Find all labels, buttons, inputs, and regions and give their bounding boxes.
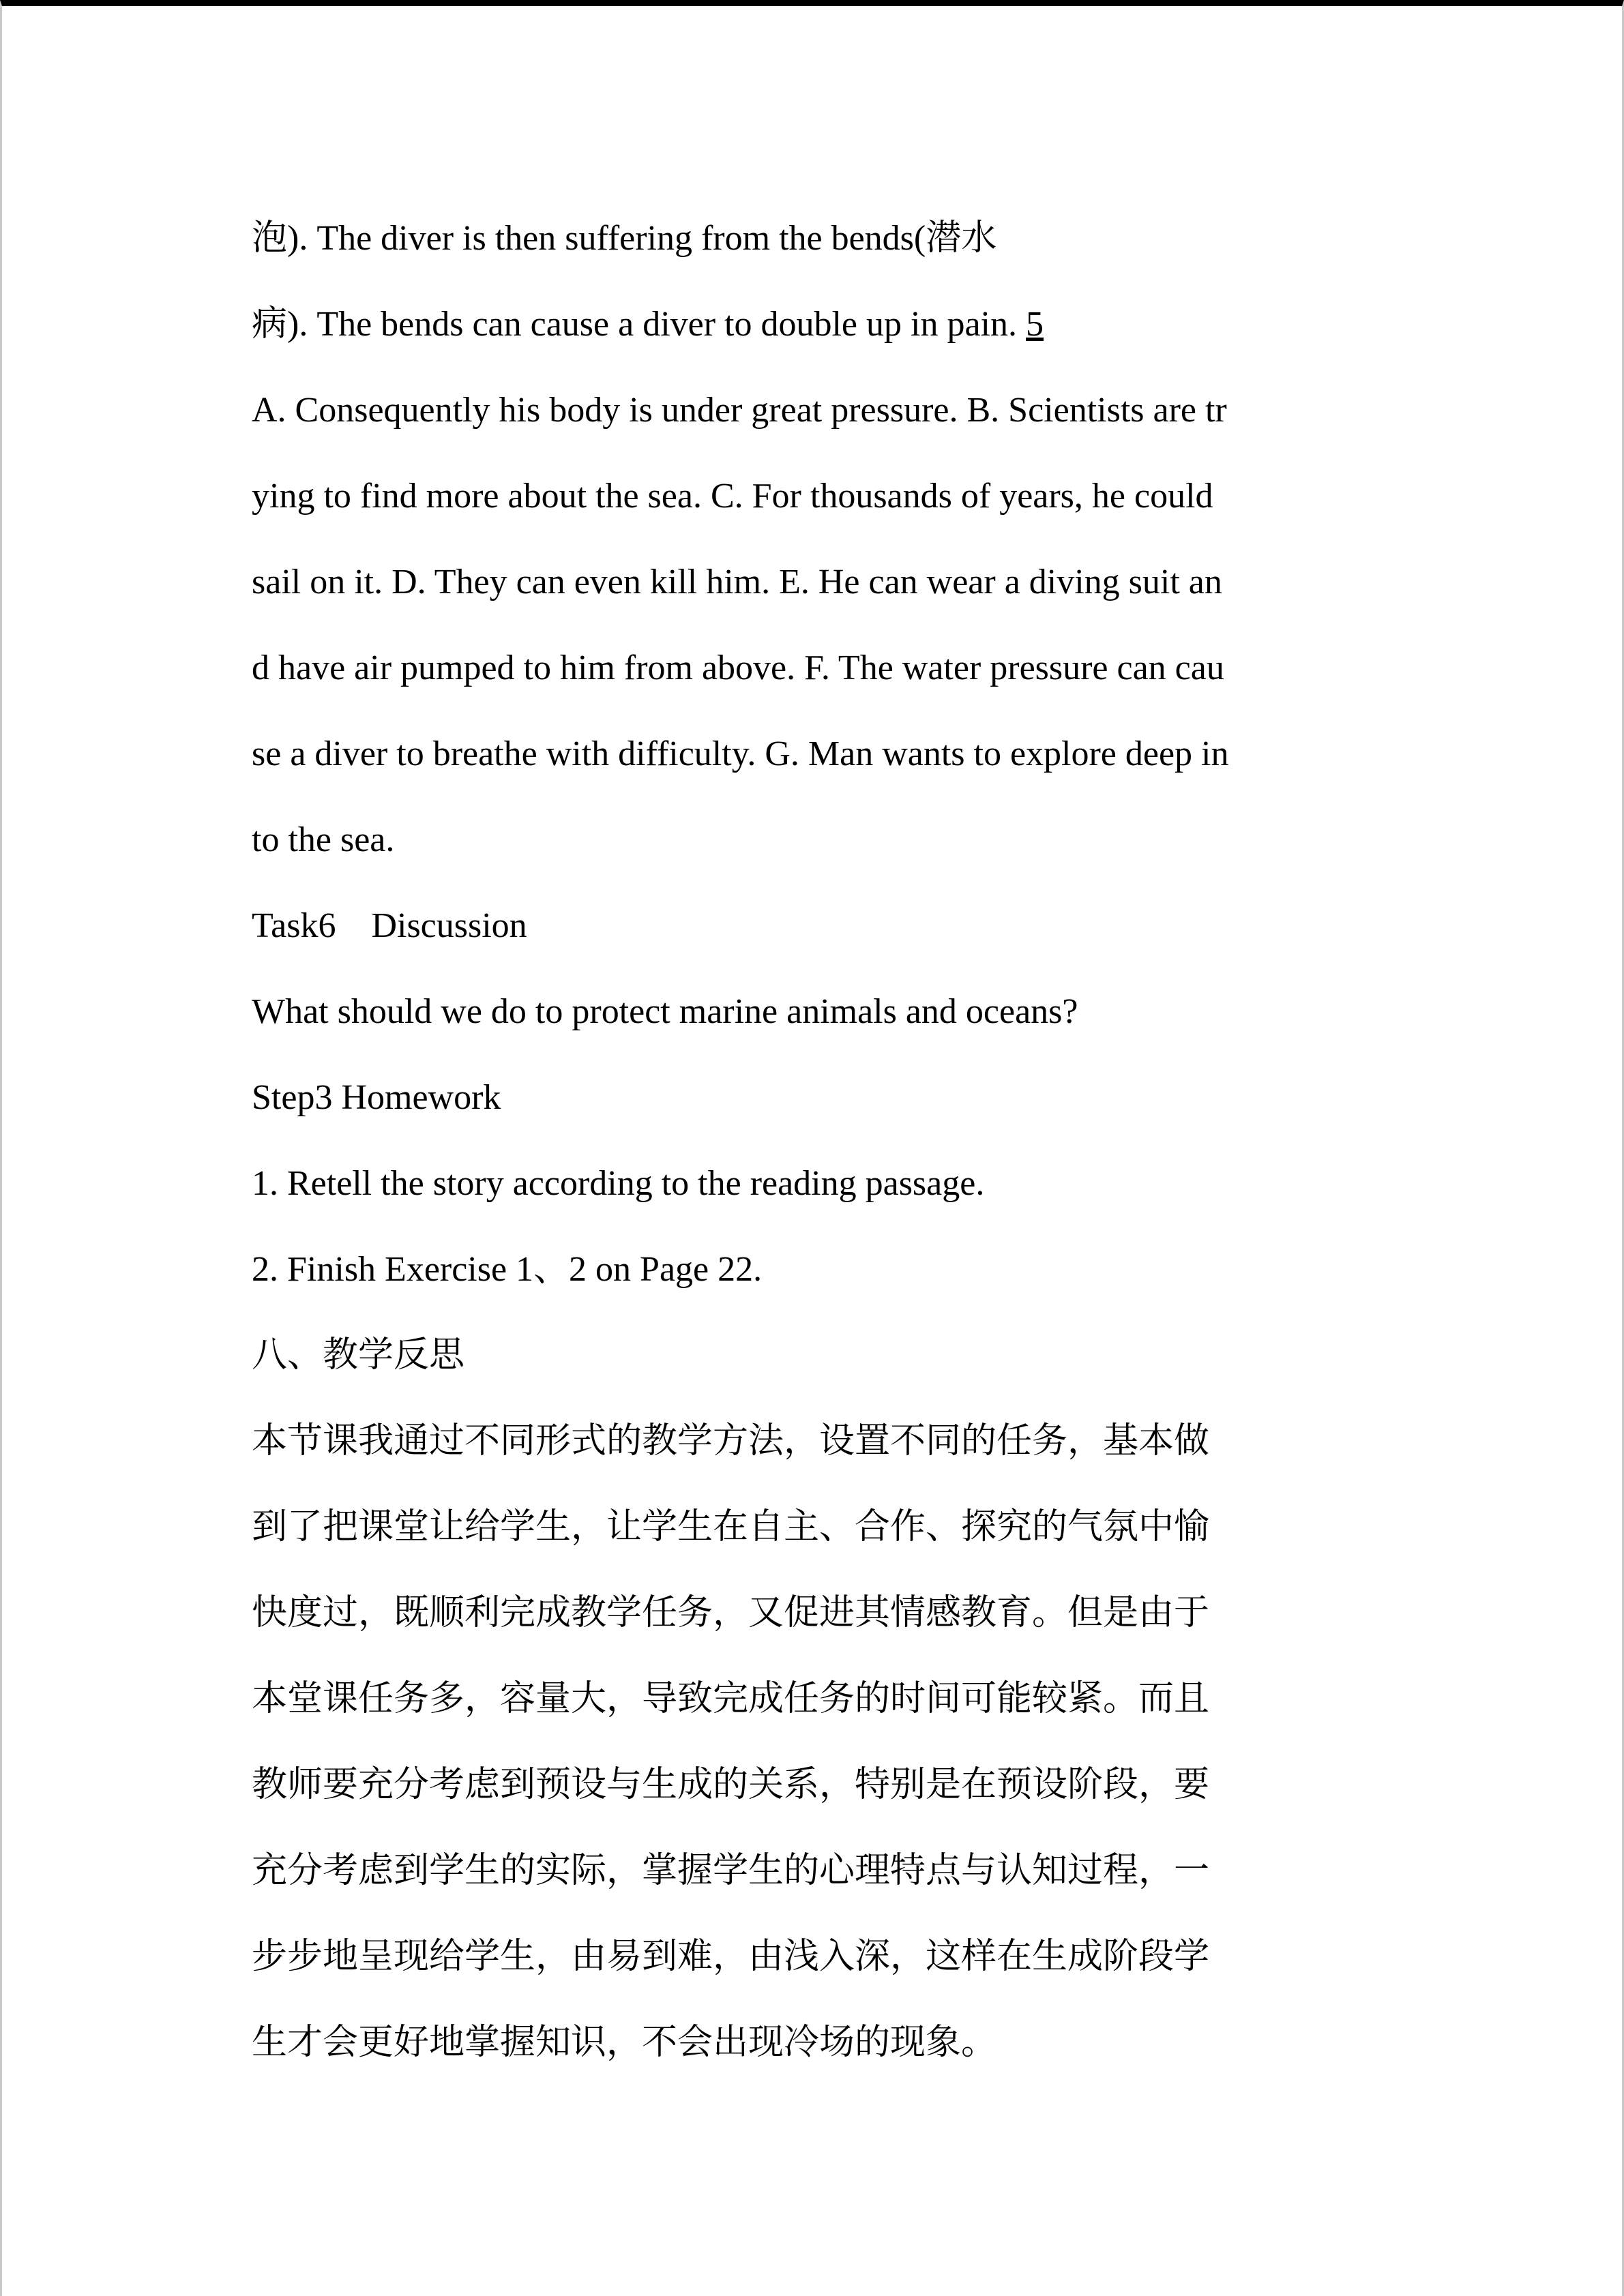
reflection-line: 本节课我通过不同形式的教学方法，设置不同的任务，基本做: [252, 1422, 1210, 1461]
discussion-question: What should we do to protect marine animals and oceans?: [252, 992, 1078, 1031]
reflection-heading: 八、教学反思: [252, 1336, 465, 1375]
passage-text: 病). The bends can cause a diver to double up in pain.: [252, 305, 1026, 344]
option-line: ying to find more about the sea. C. For thousands of years, he could: [252, 477, 1213, 516]
reflection-line: 快度过，既顺利完成教学任务，又促进其情感教育。但是由于: [252, 1594, 1210, 1632]
option-line: sail on it. D. They can even kill him. E. He can wear a diving suit an: [252, 563, 1222, 601]
homework-list: [252, 1141, 1380, 1313]
option-line: se a diver to breathe with difficulty. G. Man wants to explore deep in: [252, 734, 1229, 773]
reflection-block: [252, 1399, 1380, 2086]
options-block: [252, 368, 1380, 883]
task6-heading: Task6 Discussion: [252, 906, 527, 945]
homework-heading: Step3 Homework: [252, 1078, 501, 1117]
gap-fill-answer: 5: [1026, 305, 1044, 344]
reflection-line: 步步地呈现给学生，由易到难，由浅入深，这样在生成阶段学: [252, 1937, 1210, 1976]
document-content: [2, 6, 1622, 2086]
option-line: A. Consequently his body is under great pressure. B. Scientists are tr: [252, 391, 1227, 430]
passage-line: 泡). The diver is then suffering from the bends(潜水: [252, 219, 997, 258]
reflection-line: 生才会更好地掌握知识，不会出现冷场的现象。: [252, 2023, 997, 2062]
option-line: d have air pumped to him from above. F. The water pressure can cau: [252, 648, 1224, 687]
reflection-line: 教师要充分考虑到预设与生成的关系，特别是在预设阶段，要: [252, 1765, 1210, 1804]
reflection-line: 充分考虑到学生的实际，掌握学生的心理特点与认知过程，一: [252, 1851, 1210, 1890]
reflection-line: 本堂课任务多，容量大，导致完成任务的时间可能较紧。而且: [252, 1680, 1210, 1718]
passage-line-with-answer: [252, 282, 1380, 368]
homework-item: 2. Finish Exercise 1、2 on Page 22.: [252, 1250, 763, 1289]
reflection-line: 到了把课堂让给学生，让学生在自主、合作、探究的气氛中愉: [252, 1508, 1210, 1547]
option-line: to the sea.: [252, 820, 395, 859]
homework-item: 1. Retell the story according to the reading passage.: [252, 1164, 985, 1203]
